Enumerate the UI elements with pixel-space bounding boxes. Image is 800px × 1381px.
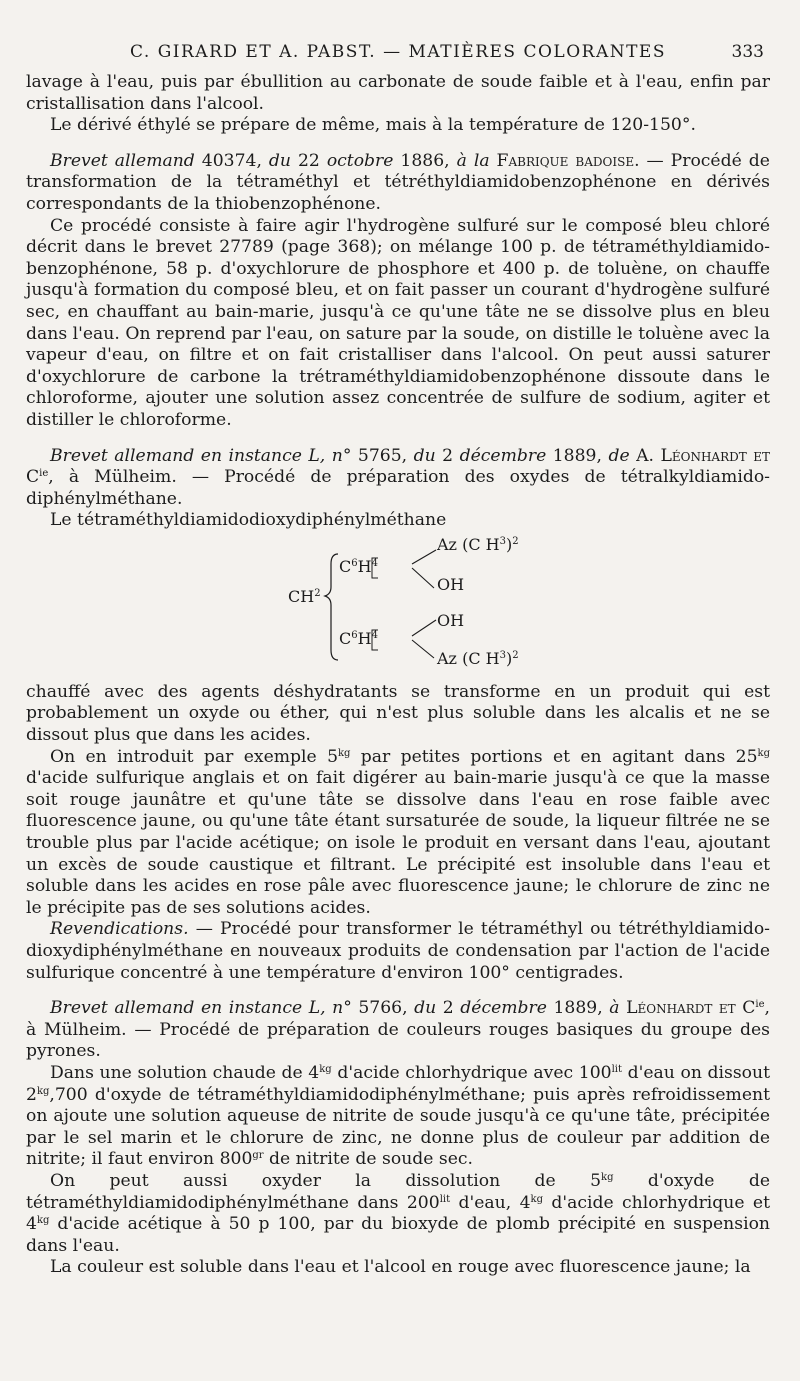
paragraph-1: lavage à l'eau, puis par ébullition au carbonate de soude faible et à l'eau, enfin par cristallisation dans l'alcool. — [26, 72, 770, 114]
outer-brace — [325, 554, 338, 660]
formula-az-upper: Az (C $H^3)^2$ — [437, 534, 519, 554]
unit-kg: kg — [36, 1215, 50, 1227]
unit-kg: kg — [36, 1085, 50, 1097]
unit-kg: kg — [319, 1063, 332, 1075]
company-name: Léonhardt et C — [619, 998, 756, 1019]
brevet-year: 1889, — [546, 445, 609, 466]
bond-down-oh — [412, 568, 434, 588]
unit-lit: lit — [611, 1063, 622, 1075]
unit-gr: gr — [252, 1150, 264, 1162]
brevet-number: 5765, — [351, 445, 414, 466]
running-title: C. GIRARD ET A. PABST. — MATIÈRES COLORANTES — [130, 42, 666, 62]
brevet-description: , à Mülheim. — Procédé de préparation de couleurs rouges basiques du groupe des pyrones. — [26, 998, 770, 1062]
brevet-year: 1889, — [546, 998, 610, 1019]
word-du: du — [268, 150, 291, 171]
superscript-ie: ie — [755, 999, 765, 1011]
brevet-month: octobre — [326, 150, 394, 171]
brevet-label: Brevet allemand en instance L, — [50, 998, 326, 1019]
brevet-5766 — [26, 998, 770, 1063]
paragraph-2: Le dérivé éthylé se prépare de même, mais à la température de 120-150°. — [50, 115, 696, 136]
brevet-day: 2 — [436, 998, 461, 1019]
unit-kg: kg — [530, 1193, 543, 1205]
unit-lit: lit — [439, 1193, 451, 1205]
bond-up-oh — [412, 620, 436, 636]
brevet-day: 22 — [290, 150, 327, 171]
paragraph-3: Ce procédé consiste à faire agir l'hydrogène sulfuré sur le composé bleu chloré décrit dans le brevet 27789 (page 368); on mélange 100 p. de tétraméthyldiamido-benzophénone, 58 p. d'oxychlorure de phosphore et 400 p. de toluène, on chauffe jusqu'à formation du composé bleu, et on fait passer un courant d'hydrogène sulfuré sec, en chauffant au bain-marie, jusqu'à ce qu'une tâte ne se dissolve plus en bleu dans l'eau. On reprend par l'eau, on sature par la soude, on distille le toluène avec la vapeur d'eau, on filtre et on fait cristalliser dans l'alcool. On peut aussi saturer d'oxychlorure de carbone la trétraméthyldiamidobenzophénone dissoute dans le chloroforme, ajouter une solution assez concentrée de sulfure de sodium, agiter et distiller le chloroforme. — [26, 215, 770, 430]
company-name: Fabrique badoise — [489, 150, 635, 171]
paragraph-4: Le tétraméthyldiamidodioxydiphénylméthane — [50, 510, 447, 531]
revendications-label: Revendications. — [50, 919, 189, 940]
bond-down-az — [412, 640, 434, 658]
brevet-description: , à Mülheim. — Procédé de préparation des oxydes de tétralkyldiamido-diphénylméthane. — [26, 467, 770, 509]
paragraph-7: Revendications. — Procédé pour transformer le tétraméthyl ou tétréthyldiamido-dioxydiphénylméthane en nouveaux produits de condensation par l'action de l'acide sulfurique concentré à une température d'environ 100° centigrades. — [26, 919, 770, 983]
word-no: n° — [325, 998, 352, 1019]
company-name: A. Léonhardt et C — [26, 445, 771, 488]
brevet-5765 — [26, 446, 770, 511]
brevet-label: Brevet allemand — [50, 150, 195, 171]
brevet-label: Brevet allemand en instance L, — [50, 445, 326, 466]
running-header — [26, 38, 770, 72]
formula-oh-upper: OH — [437, 574, 465, 594]
brevet-month: décembre — [460, 998, 547, 1019]
formula-az-lower: Az (C $H^3)^2$ — [437, 648, 519, 668]
page-number: 333 — [731, 42, 764, 62]
brevet-40374 — [26, 151, 770, 216]
word-de: de — [608, 445, 630, 466]
unit-kg: kg — [601, 1171, 614, 1183]
word-a-la: à la — [456, 150, 490, 171]
formula-brackets — [26, 532, 766, 682]
word-du: du — [414, 998, 437, 1019]
formula-ch2: $CH^2$ — [288, 586, 321, 606]
word-du: du — [413, 445, 436, 466]
chemical-formula — [26, 532, 770, 682]
paragraph-10: La couleur est soluble dans l'eau et l'alcool en rouge avec fluorescence jaune; la — [50, 1257, 751, 1278]
word-no: n° — [325, 445, 352, 466]
paragraph-5: chauffé avec des agents déshydratants se transforme en un produit qui est probablement un oxyde ou éther, qui n'est plus soluble dans les alcalis et ne se dissout plus que dans les acides. — [26, 681, 770, 746]
paragraph-6: On en introduit par exemple $5^{kg}$ par petites portions et en agitant dans $25^{kg}$ d'acide sulfurique anglais et on fait digérer au bain-marie jusqu'à ce que la masse soit rouge jaunâtre et qu'une tâte se dissolve dans l'eau en rose faible avec fluorescence jaune, ou qu'une tâte étant sursaturée de soude, la liqueur filtrée ne se trouble plus par l'acide acétique; on isole le produit en versant dans l'eau, ajoutant un excès de soude caustique et filtrant. Le précipité est insoluble dans l'eau et soluble dans les acides en rose pâle avec fluorescence jaune; le chlorure de zinc ne le précipite pas de ses solutions acides. — [26, 746, 770, 918]
formula-oh-lower: OH — [437, 610, 465, 630]
brevet-number: 40374, — [194, 150, 269, 171]
superscript-ie: ie — [39, 468, 49, 480]
brevet-day: 2 — [435, 445, 460, 466]
formula-c6h4-lower: $C^6H^4$ — [339, 628, 378, 648]
unit-kg: kg — [757, 747, 770, 759]
paragraph-8: Dans une solution chaude de $4^{kg}$ d'acide chlorhydrique avec $100^{lit}$ d'eau on dissout $2^{kg},700$ d'oxyde de tétraméthyldiamidodiphénylméthane; puis après refroidissement on ajoute une solution aqueuse de nitrite de soude jusqu'à ce qu'une tâte, précipitée par le sel marin et le chlorure de zinc, ne donne plus de couleur par addition de nitrite; il faut environ $800^{gr}$ de nitrite de soude sec. — [26, 1062, 770, 1170]
brevet-description: . — Procédé de transformation de la tétraméthyl et tétréthyldiamidobenzophénone en dérivés correspondants de la thiobenzophénone. — [26, 150, 770, 214]
brevet-year: 1886, — [393, 150, 457, 171]
unit-kg: kg — [338, 747, 351, 759]
brevet-number: 5766, — [351, 998, 415, 1019]
formula-c6h4-upper: $C^6H^4$ — [339, 556, 378, 576]
bond-up-az — [412, 550, 436, 564]
brevet-month: décembre — [459, 445, 547, 466]
word-a: à — [609, 998, 620, 1019]
paragraph-9: On peut aussi oxyder la dissolution de $5^{kg}$ d'oxyde de tétraméthyldiamidodiphénylméthane dans $200^{lit}$ d'eau, $4^{kg}$ d'acide chlorhydrique et $4^{kg}$ d'acide acétique à 50 p 100, par du bioxyde de plomb précipité en suspension dans l'eau. — [26, 1170, 771, 1256]
body-text — [26, 72, 770, 1279]
